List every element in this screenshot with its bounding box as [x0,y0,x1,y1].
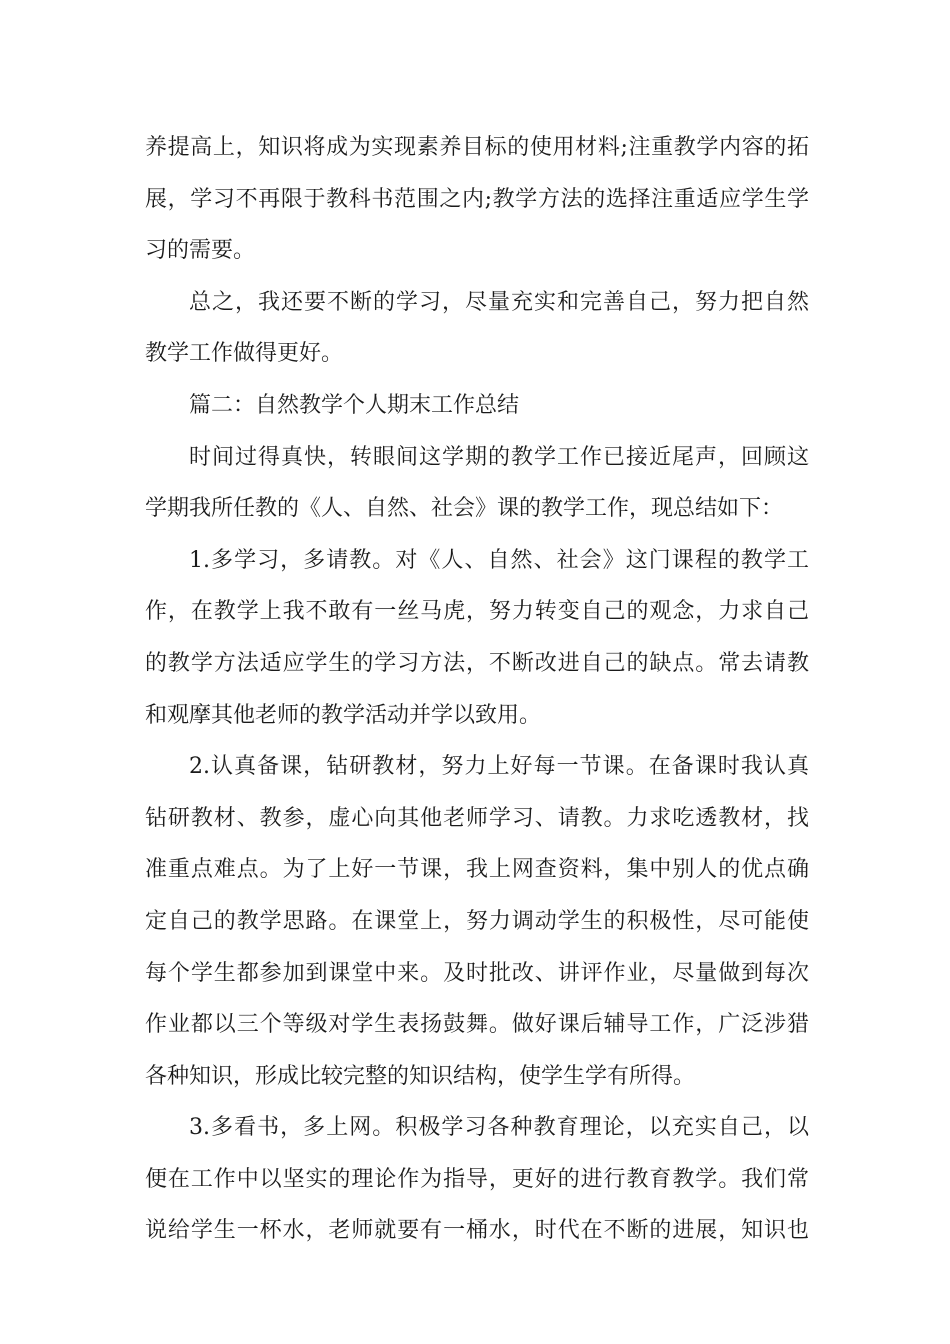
paragraph-continuation [145,122,809,277]
text-line: 教学工作做得更好。 [145,341,344,367]
text-line: 养提高上，知识将成为实现素养目标的使用材料;注重教学内容的拓 [145,135,809,160]
document-body [145,122,809,1257]
text-line: 说给学生一杯水，老师就要有一桶水，时代在不断的进展，知识也 [145,1218,809,1244]
section-heading [145,380,809,432]
text-line: 展，学习不再限于教科书范围之内;教学方法的选择注重适应学生学 [145,186,809,212]
paragraph-intro [145,432,809,535]
paragraph-item-2 [145,741,809,1102]
text-line: 准重点难点。为了上好一节课，我上网查资料，集中别人的优点确 [145,857,809,883]
paragraph-item-1 [145,535,809,741]
text-line: 作业都以三个等级对学生表扬鼓舞。做好课后辅导工作，广泛涉猎 [145,1012,809,1038]
text-line: 1.多学习，多请教。对《人、自然、社会》这门课程的教学工 [189,547,809,573]
text-line: 每个学生都参加到课堂中来。及时批改、讲评作业，尽量做到每次 [145,960,809,986]
text-line: 便在工作中以坚实的理论作为指导，更好的进行教育教学。我们常 [145,1166,809,1192]
text-line: 各种知识，形成比较完整的知识结构，使学生学有所得。 [145,1063,696,1089]
heading-text: 篇二：自然教学个人期末工作总结 [189,392,520,418]
text-line: 作，在教学上我不敢有一丝马虎，努力转变自己的观念，力求自己 [145,599,809,625]
paragraph-conclusion [145,277,809,380]
text-line: 2.认真备课，钻研教材，努力上好每一节课。在备课时我认真 [189,754,809,780]
text-line: 时间过得真快，转眼间这学期的教学工作已接近尾声，回顾这 [189,444,809,470]
text-line: 钻研教材、教参，虚心向其他老师学习、请教。力求吃透教材，找 [145,805,809,831]
text-line: 3.多看书，多上网。积极学习各种教育理论，以充实自己，以 [189,1115,809,1141]
text-line: 和观摩其他老师的教学活动并学以致用。 [145,702,542,728]
paragraph-item-3 [145,1102,809,1257]
text-line: 习的需要。 [145,238,256,264]
text-line: 定自己的教学思路。在课堂上，努力调动学生的积极性，尽可能使 [145,908,809,934]
text-line: 总之，我还要不断的学习，尽量充实和完善自己，努力把自然 [189,289,809,315]
text-line: 的教学方法适应学生的学习方法，不断改进自己的缺点。常去请教 [145,650,809,676]
text-line: 学期我所任教的《人、自然、社会》课的教学工作，现总结如下： [145,496,784,522]
